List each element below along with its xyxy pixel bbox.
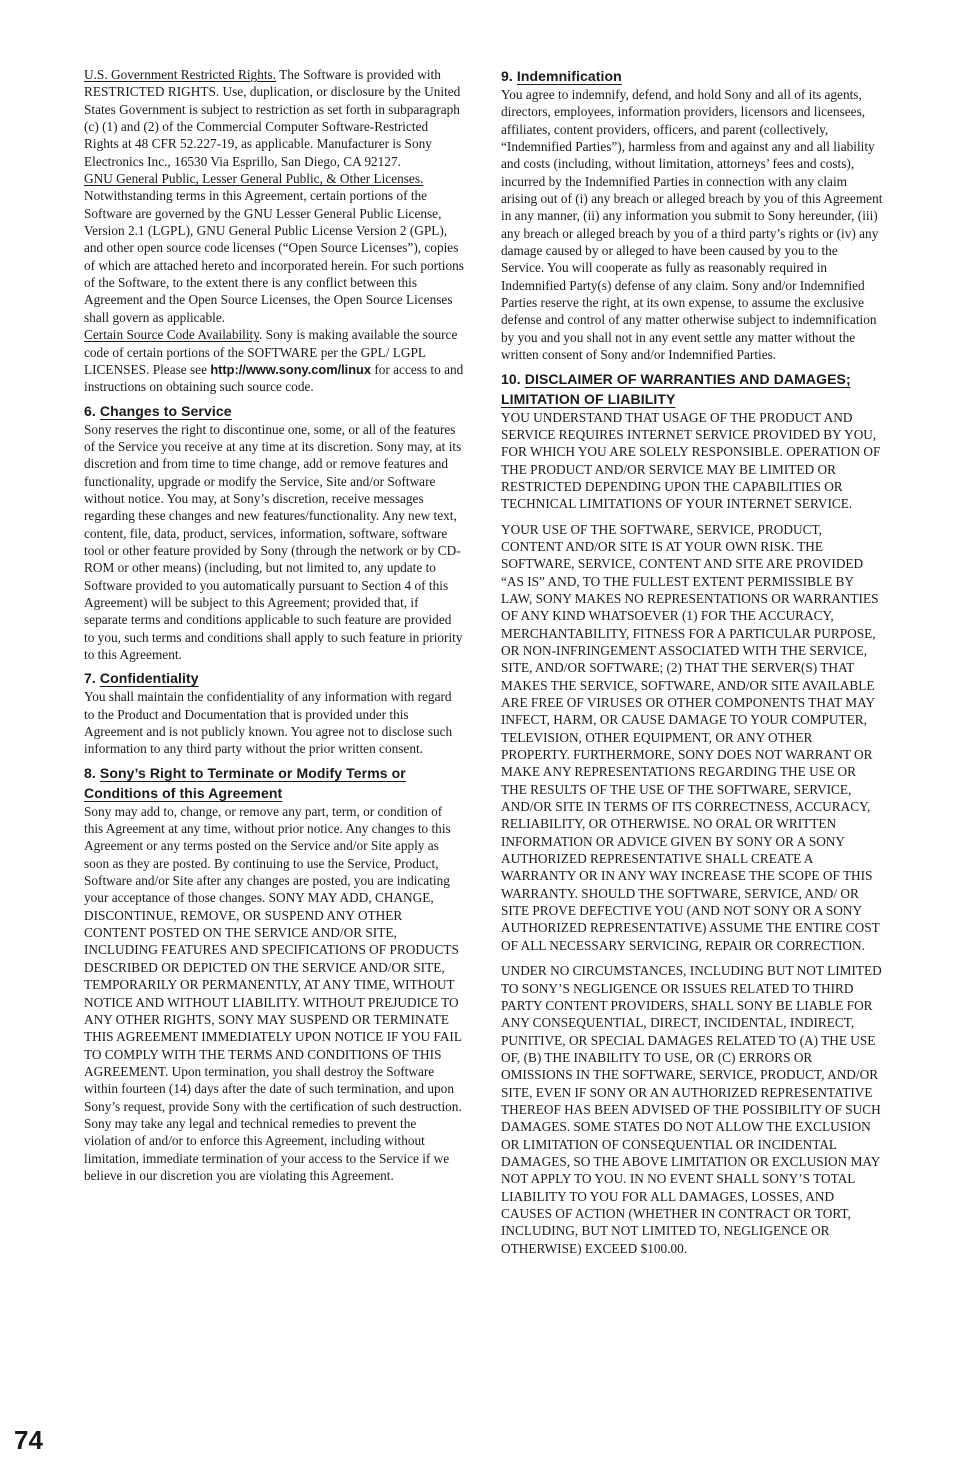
- right-column: [501, 66, 883, 1257]
- section-9-title: Indemnification: [516, 68, 622, 84]
- page-number: 74: [14, 1425, 43, 1455]
- gov-rights-heading: U.S. Government Restricted Rights.: [84, 67, 277, 82]
- gnu-licenses-heading: GNU General Public, Lesser General Public, & Other Licenses.: [84, 171, 424, 187]
- section-6-body: Sony reserves the right to discontinue one, some, or all of the features of the Service you receive at any time at its discretion. Sony may, at its discretion and from time to time change, add or remove features and functionality, upgrade or modify the Service, Site and/or Software without notice. You may, at Sony’s discretion, receive messages regarding these changes and new features/functionality. Any new text, content, file, data, product, services, information, software, software tool or other feature provided by Sony (through the network or by CD-ROM or other means) (including, but not limited to, any update to Software provided to you automatically pursuant to Section 4 of this Agreement) will be subject to this Agreement; provided that, if separate terms and conditions applicable to such feature are provided to you, such terms and conditions shall apply to such feature in priority to this Agreement.: [84, 421, 463, 662]
- source-code-paragraph: [84, 326, 464, 395]
- section-6-number: 6.: [84, 402, 100, 419]
- source-code-heading: Certain Source Code Availability: [84, 327, 260, 343]
- section-8-title: Sony’s Right to Terminate or Modify Terms or Conditions of this Agreement: [84, 764, 406, 801]
- section-10-heading: [501, 369, 883, 409]
- gnu-licenses-paragraph: [84, 170, 464, 326]
- section-6-title: Changes to Service: [99, 402, 232, 419]
- sony-linux-link[interactable]: http://www.sony.com/linux: [210, 361, 371, 377]
- section-8-body: Sony may add to, change, or remove any part, term, or condition of this Agreement at any time, without prior notice. Any changes to this Agreement or any terms posted on the Service and/or Site apply as soon as they are posted. By continuing to use the Service, Product, Software and/or Site after any changes are posted, you are indicating your acceptance of those changes. SONY MAY ADD, CHANGE, DISCONTINUE, REMOVE, OR SUSPEND ANY OTHER CONTENT POSTED ON THE SERVICE AND/OR SITE, INCLUDING FEATURES AND SPECIFICATIONS OF PRODUCTS DESCRIBED OR DEPICTED ON THE SERVICE AND/OR SITE, TEMPORARILY OR PERMANENTLY, AT ANY TIME, WITHOUT NOTICE AND WITHOUT LIABILITY. WITHOUT PREJUDICE TO ANY OTHER RIGHTS, SONY MAY SUSPEND OR TERMINATE THIS AGREEMENT IMMEDIATELY UPON NOTICE IF YOU FAIL TO COMPLY WITH THE TERMS AND CONDITIONS OF THIS AGREEMENT. Upon termination, you shall destroy the Software within fourteen (14) days after the date of such termination, and upon Sony’s request, provide Sony with the certification of such destruction. Sony may take any legal and technical remedies to prevent the violation of and/or to enforce this Agreement, including without limitation, immediate termination of your access to the Service if we believe in our discretion you are violating this Agreement.: [84, 803, 462, 1183]
- section-7-number: 7.: [84, 670, 100, 687]
- section-10-title: DISCLAIMER OF WARRANTIES AND DAMAGES; LIMITATION OF LIABILITY: [501, 370, 851, 407]
- section-9-heading: [501, 66, 883, 86]
- section-10-number: 10.: [501, 370, 525, 387]
- section-7-title: Confidentiality: [99, 670, 199, 687]
- section-7-heading: [84, 668, 464, 688]
- section-8-number: 8.: [84, 764, 100, 781]
- gov-rights-paragraph: [84, 66, 464, 170]
- section-10-paragraph-2: YOUR USE OF THE SOFTWARE, SERVICE, PRODUCT, CONTENT AND/OR SITE IS AT YOUR OWN RISK. THE SOFTWARE, SERVICE, CONTENT AND SITE ARE PROVIDED “AS IS” AND, TO THE FULLEST EXTENT PERMISSIBLE BY LAW, SONY MAKES NO REPRESENTATIONS OR WARRANTIES OF ANY KIND WHATSOEVER (1) FOR THE ACCURACY, MERCHANTABILITY, FITNESS FOR A PARTICULAR PURPOSE, OR NON-INFRINGEMENT ASSOCIATED WITH THE SERVICE, SITE, AND/OR SOFTWARE; (2) THAT THE SERVER(S) THAT MAKES THE SERVICE, SOFTWARE, AND/OR SITE AVAILABLE ARE FREE OF VIRUSES OR OTHER COMPONENTS THAT MAY INFECT, HARM, OR CAUSE DAMAGE TO YOUR COMPUTER, TELEVISION, OTHER EQUIPMENT, OR ANY OTHER PROPERTY. FURTHERMORE, SONY DOES NOT WARRANT OR MAKE ANY REPRESENTATIONS REGARDING THE USE OR THE RESULTS OF THE USE OF THE SOFTWARE, SERVICE, AND/OR SITE IN TERMS OF ITS CORRECTNESS, ACCURACY, RELIABILITY, OR OTHERWISE. NO ORAL OR WRITTEN INFORMATION OR ADVICE GIVEN BY SONY OR A SONY AUTHORIZED REPRESENTATIVE SHALL CREATE A WARRANTY OR IN ANY WAY INCREASE THE SCOPE OF THIS WARRANTY. SHOULD THE SOFTWARE, SERVICE, AND/ OR SITE PROVE DEFECTIVE YOU (AND NOT SONY OR A SONY AUTHORIZED REPRESENTATIVE) ASSUME THE ENTIRE COST OF ALL NECESSARY SERVICING, REPAIR OR CORRECTION.: [501, 521, 880, 953]
- source-code-body: . Sony is making available the source code of certain portions of the SOFTWARE per the GPL/ LGPL LICENSES. Please see: [84, 327, 458, 377]
- left-column: [84, 66, 464, 1184]
- section-10-paragraph-3: UNDER NO CIRCUMSTANCES, INCLUDING BUT NOT LIMITED TO SONY’S NEGLIGENCE OR ISSUES RELATED TO THIRD PARTY CONTENT PROVIDERS, SHALL SONY BE LIABLE FOR ANY CONSEQUENTIAL, DIRECT, INCIDENTAL, INDIRECT, PUNITIVE, OR SPECIAL DAMAGES RELATED TO (A) THE USE OF, (B) THE INABILITY TO USE, OR (C) ERRORS OR OMISSIONS IN THE SOFTWARE, SERVICE, PRODUCT, AND/OR SITE, EVEN IF SONY OR AN AUTHORIZED REPRESENTATIVE THEREOF HAS BEEN ADVISED OF THE POSSIBILITY OF SUCH DAMAGES. SOME STATES DO NOT ALLOW THE EXCLUSION OR LIMITATION OF CONSEQUENTIAL OR INCIDENTAL DAMAGES, SO THE ABOVE LIMITATION OR EXCLUSION MAY NOT APPLY TO YOU. IN NO EVENT SHALL SONY’S TOTAL LIABILITY TO YOU FOR ALL DAMAGES, LOSSES, AND CAUSES OF ACTION (WHETHER IN CONTRACT OR TORT, INCLUDING, BUT NOT LIMITED TO, NEGLIGENCE OR OTHERWISE) EXCEED $100.00.: [501, 963, 882, 1256]
- section-10-paragraph-1: YOU UNDERSTAND THAT USAGE OF THE PRODUCT AND SERVICE REQUIRES INTERNET SERVICE PROVIDED BY YOU, FOR WHICH YOU ARE SOLELY RESPONSIBLE. OPERATION OF THE PRODUCT AND/OR SERVICE MAY BE LIMITED OR RESTRICTED DEPENDING UPON THE CAPABILITIES OR TECHNICAL LIMITATIONS OF YOUR INTERNET SERVICE.: [501, 409, 881, 512]
- section-8-heading: [84, 763, 464, 803]
- section-6-heading: [84, 401, 464, 421]
- gnu-licenses-body: Notwithstanding terms in this Agreement, certain portions of the Software are governed by the GNU Lesser General Public License, Version 2.1 (LGPL), GNU General Public License Version 2 (GPL), and other open source code licenses (“Open Source Licenses”), copies of which are attached hereto and incorporated herein. For such portions of the Software, to the extent there is any conflict between this Agreement and the Open Source Licenses, the Open Source Licenses shall govern as applicable.: [84, 188, 464, 325]
- section-9-number: 9.: [501, 68, 517, 84]
- section-9-body: You agree to indemnify, defend, and hold Sony and all of its agents, directors, employees, information providers, licensors and licensees, affiliates, content providers, officers, and parent (collectively, “Indemnified Parties”), harmless from and against any and all liability and costs (including, without limitation, attorneys’ fees and costs), incurred by the Indemnified Parties in connection with any claim arising out of (i) any breach or alleged breach by you of this Agreement in any manner, (ii) any information you submit to Sony hereunder, (iii) any breach or alleged breach by you of a third party’s rights or (iv) any damage caused by or alleged to have been caused by you to the Service. You will cooperate as fully as reasonably required in Indemnified Party(s) defense of any claim. Sony and/or Indemnified Parties reserve the right, at its own expense, to assume the exclusive defense and control of any matter otherwise subject to indemnification by you and you shall not in any event settle any matter without the written consent of Sony and/or Indemnified Parties.: [501, 87, 883, 363]
- section-7-body: You shall maintain the confidentiality of any information with regard to the Product and Documentation that is provided under this Agreement and is not publicly known. You agree not to disclose such information to any third party without the prior written consent.: [84, 689, 453, 757]
- gov-rights-body: The Software is provided with RESTRICTED RIGHTS. Use, duplication, or disclosure by the United States Government is subject to restriction as set forth in subparagraph (c) (1) and (2) of the Commercial Computer Software-Restricted Rights at 48 CFR 52.227-19, as applicable. Manufacturer is Sony Electronics Inc., 16530 Via Esprillo, San Diego, CA 92127.: [84, 67, 461, 169]
- source-code-body-end: for access to and instructions on obtaining such source code.: [84, 361, 464, 395]
